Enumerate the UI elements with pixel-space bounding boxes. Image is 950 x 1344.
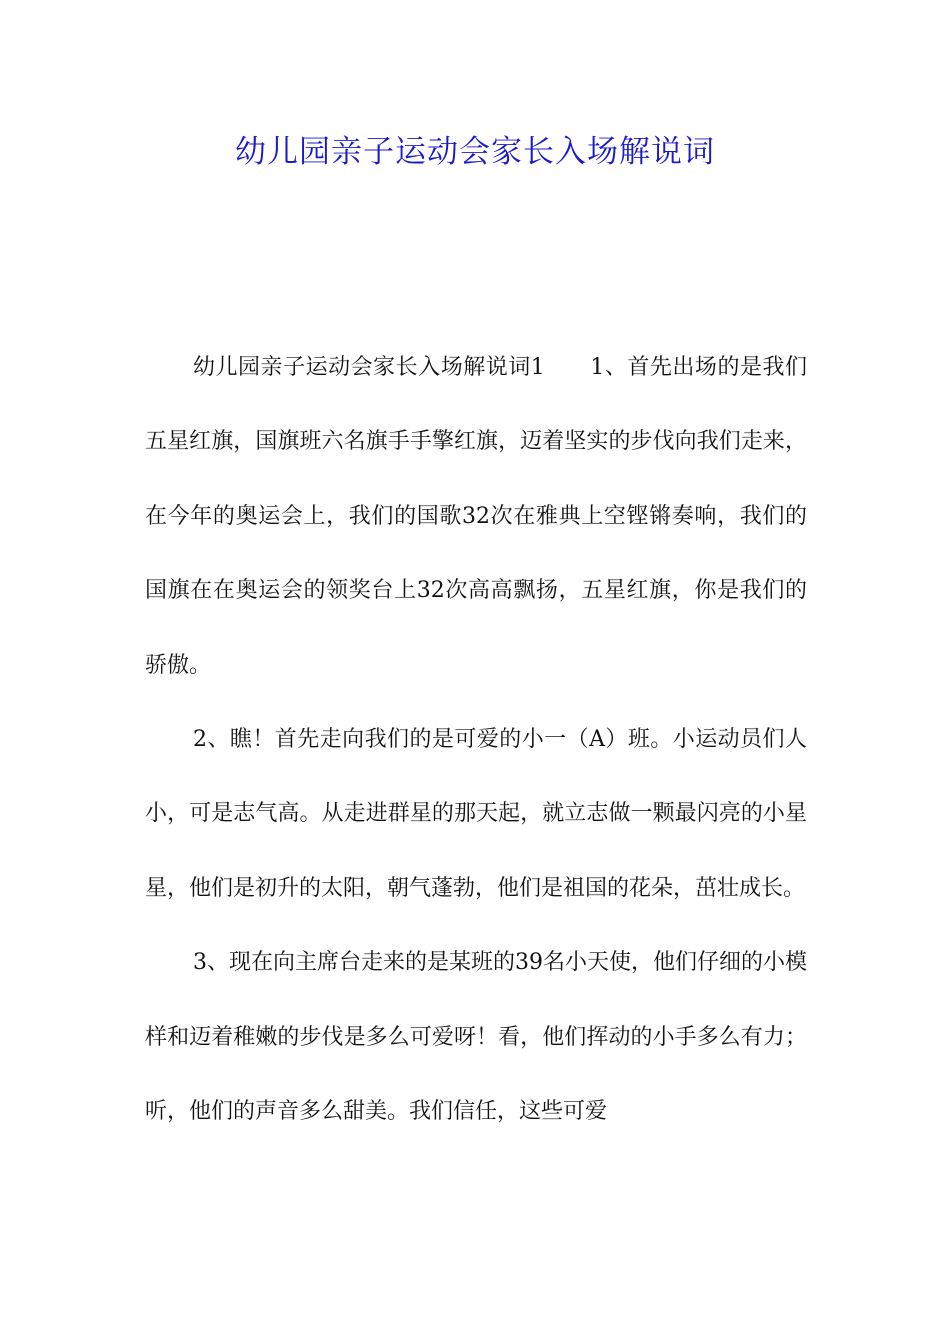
document-title: 幼儿园亲子运动会家长入场解说词 — [235, 134, 715, 170]
document-body — [145, 331, 807, 1149]
paragraph-1: 幼儿园亲子运动会家长入场解说词1 1、首先出场的是我们五星红旗，国旗班六名旗手手擎红旗，迈着坚实的步伐向我们走来，在今年的奥运会上，我们的国歌32次在雅典上空铿锵奏响，我们的国旗在在奥运会的领奖台上32次高高飘扬，五星红旗，你是我们的骄傲。 — [145, 355, 807, 678]
paragraph-2: 2、瞧！首先走向我们的是可爱的小一（A）班。小运动员们人小，可是志气高。从走进群星的那天起，就立志做一颗最闪亮的小星星，他们是初升的太阳，朝气蓬勃，他们是祖国的花朵，茁壮成长。 — [145, 727, 807, 901]
paragraph-3: 3、现在向主席台走来的是某班的39名小天使，他们仔细的小模样和迈着稚嫩的步伐是多么可爱呀！看，他们挥动的小手多么有力；听，他们的声音多么甜美。我们信任，这些可爱 — [145, 950, 807, 1125]
